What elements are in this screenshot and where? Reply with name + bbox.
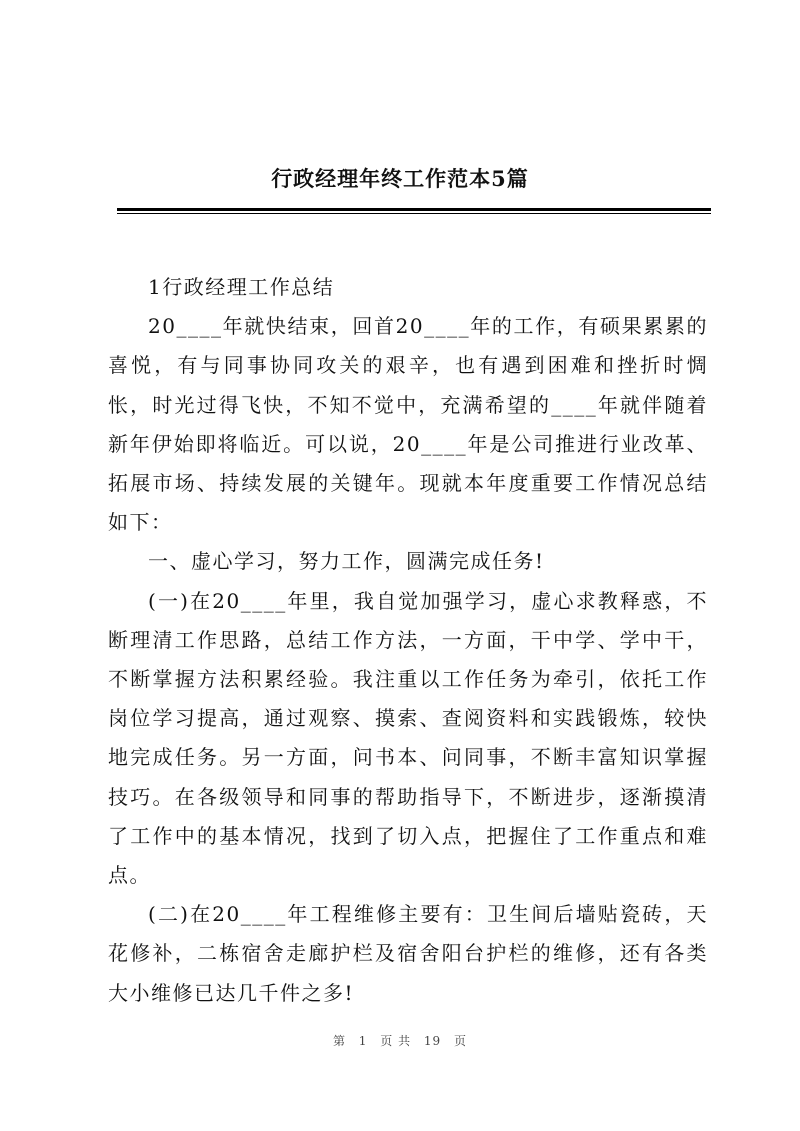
- section-heading: 1行政经理工作总结: [148, 275, 335, 299]
- paragraph-study: (一)在20____年里，我自觉加强学习，虚心求教释惑，不断理清工作思路，总结工作方法，一方面，干中学、学中干，不断掌握方法积累经验。我注重以工作任务为牵引，依托工作岗位学习提高，通过观察、摸索、查阅资料和实践锻炼，较快地完成任务。另一方面，问书本、问同事，不断丰富知识掌握技巧。在各级领导和同事的帮助指导下，不断进步，逐渐摸清了工作中的基本情况，找到了切入点，把握住了工作重点和难点。: [108, 588, 708, 888]
- paragraph-maintenance: (二)在20____年工程维修主要有：卫生间后墙贴瓷砖，天花修补，二栋宿舍走廊护栏及宿舍阳台护栏的维修，还有各类大小维修已达几千件之多!: [108, 902, 708, 1005]
- footer-current-page: 1: [358, 1034, 368, 1048]
- footer-label-ye: 页: [454, 1034, 468, 1048]
- document-title: 行政经理年终工作范本5篇: [271, 166, 529, 191]
- title-divider-thin: [117, 213, 711, 214]
- subheading-one: 一、虚心学习，努力工作，圆满完成任务!: [148, 549, 545, 574]
- paragraph-intro: 20____年就快结束，回首20____年的工作，有硕果累累的喜悦，有与同事协同攻关的艰辛，也有遇到困难和挫折时惆怅，时光过得飞快，不知不觉中，充满希望的____年就伴随着新年伊始即将临近。可以说，20____年是公司推进行业改革、拓展市场、持续发展的关键年。现就本年度重要工作情况总结如下：: [108, 314, 708, 535]
- document-body: [108, 268, 708, 1013]
- page-footer: [0, 1032, 800, 1049]
- title-divider-thick: [117, 208, 711, 211]
- footer-total-pages: 19: [423, 1034, 442, 1048]
- footer-label-ye-gong: 页 共: [380, 1034, 412, 1048]
- footer-label-di: 第: [332, 1034, 346, 1048]
